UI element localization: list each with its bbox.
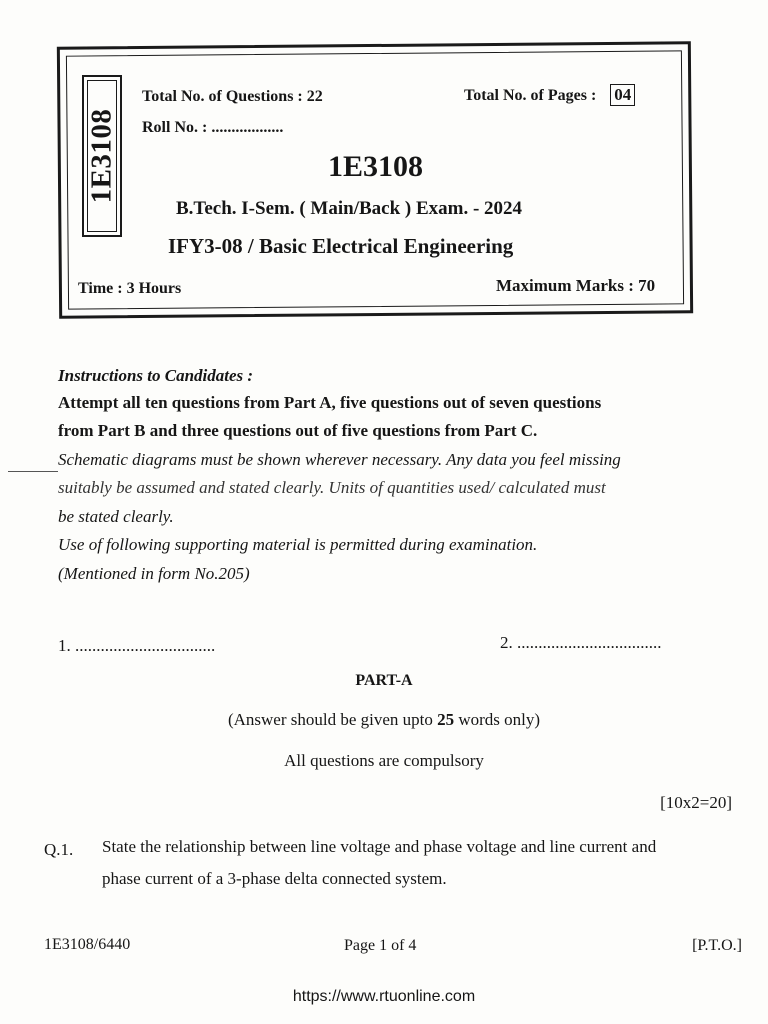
material-item-2: 2. .................................. [500,633,662,652]
total-pages-label: Total No. of Pages : [464,87,597,104]
part-a-title: PART-A [355,672,413,689]
total-pages [464,84,635,106]
instruction-line-6: Use of following supporting material is permitted during examination. [58,535,538,554]
part-a-note: (Answer should be given upto 25 words only) [227,710,541,729]
question-text-line-2: phase current of a 3-phase delta connected system. [102,869,447,888]
exam-title: B.Tech. I-Sem. ( Main/Back ) Exam. - 2024 [176,198,523,219]
footer-page-number: Page 1 of 4 [344,937,417,954]
instruction-line-7: (Mentioned in form No.205) [58,564,250,583]
paper-code: 1E3108 [328,150,424,183]
paper-code-vertical: 1E3108 [85,108,118,204]
total-pages-value: 04 [610,84,635,106]
question-text-line-1: State the relationship between line voltage and phase voltage and line current and [102,837,657,856]
margin-mark [8,471,58,472]
maximum-marks: Maximum Marks : 70 [496,276,656,295]
total-questions: Total No. of Questions : 22 [142,88,323,105]
footer-pto: [P.T.O.] [692,937,742,954]
paper-code-tag [82,75,122,237]
part-a-compulsory: All questions are compulsory [284,751,484,770]
material-item-1: 1. ................................. [58,636,216,655]
instruction-line-4: suitably be assumed and stated clearly. Units of quantities used/ calculated must [58,478,606,497]
instructions-heading: Instructions to Candidates : [58,366,254,385]
instruction-line-2: from Part B and three questions out of five questions from Part C. [58,421,538,440]
roll-no: Roll No. : .................. [142,119,284,136]
question-number: Q.1. [44,840,74,859]
subject-title: IFY3-08 / Basic Electrical Engineering [168,234,514,258]
instruction-line-1: Attempt all ten questions from Part A, five questions out of seven questions [58,393,602,412]
footer-paper-code: 1E3108/6440 [44,936,131,953]
instruction-line-3: Schematic diagrams must be shown wherever necessary. Any data you feel missing [58,450,621,469]
instruction-line-5: be stated clearly. [58,507,174,526]
part-a-marks: [10x2=20] [660,793,732,812]
exam-time: Time : 3 Hours [78,280,182,297]
footer-url: https://www.rtuonline.com [292,988,476,1005]
